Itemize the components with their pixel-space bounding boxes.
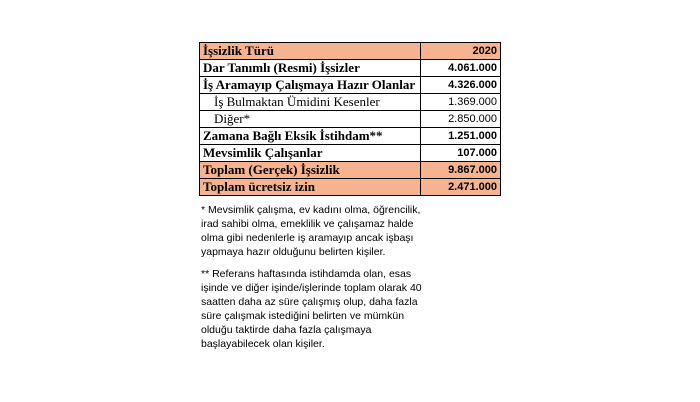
total-row xyxy=(200,179,501,196)
table-row xyxy=(200,94,501,111)
row-label: Dar Tanımlı (Resmi) İşsizler xyxy=(200,60,421,77)
total-label: Toplam ücretsiz izin xyxy=(200,179,421,196)
row-label: Diğer* xyxy=(200,111,421,128)
row-value: 4.061.000 xyxy=(421,60,501,77)
footnote-2: ** Referans haftasında istihdamda olan, esas işinde ve diğer işinde/işlerinde toplam olarak 40 saatten daha az süre çalışmış olup, daha fazla süre çalışmak istediğini belirten ve mümkün olduğu taktirde daha fazla çalışmaya başlayabilecek olan kişiler. xyxy=(201,268,422,350)
header-year: 2020 xyxy=(421,43,501,60)
row-label: İş Bulmaktan Ümidini Kesenler xyxy=(200,94,421,111)
row-value: 2.850.000 xyxy=(421,111,501,128)
table-row xyxy=(200,77,501,94)
table-row xyxy=(200,128,501,145)
table-row xyxy=(200,60,501,77)
total-label: Toplam (Gerçek) İşsizlik xyxy=(200,162,421,179)
row-label: Mevsimlik Çalışanlar xyxy=(200,145,421,162)
header-type-label: İşsizlik Türü xyxy=(200,43,421,60)
table-header-row xyxy=(200,43,501,60)
unemployment-table-container xyxy=(199,42,501,196)
total-row xyxy=(200,162,501,179)
unemployment-table xyxy=(199,42,501,196)
footnotes xyxy=(201,203,431,359)
table-row xyxy=(200,145,501,162)
total-value: 9.867.000 xyxy=(421,162,501,179)
row-label: İş Aramayıp Çalışmaya Hazır Olanlar xyxy=(200,77,421,94)
row-value: 107.000 xyxy=(421,145,501,162)
total-value: 2.471.000 xyxy=(421,179,501,196)
row-value: 1.251.000 xyxy=(421,128,501,145)
row-value: 4.326.000 xyxy=(421,77,501,94)
row-value: 1.369.000 xyxy=(421,94,501,111)
row-label: Zamana Bağlı Eksik İstihdam** xyxy=(200,128,421,145)
footnote-1: * Mevsimlik çalışma, ev kadını olma, öğrencilik, irad sahibi olma, emeklilik ve çalışamaz halde olma gibi nedenlerle iş aramayıp ancak işbaşı yapmaya hazır olduğunu belirten kişiler. xyxy=(201,204,421,258)
table-row xyxy=(200,111,501,128)
